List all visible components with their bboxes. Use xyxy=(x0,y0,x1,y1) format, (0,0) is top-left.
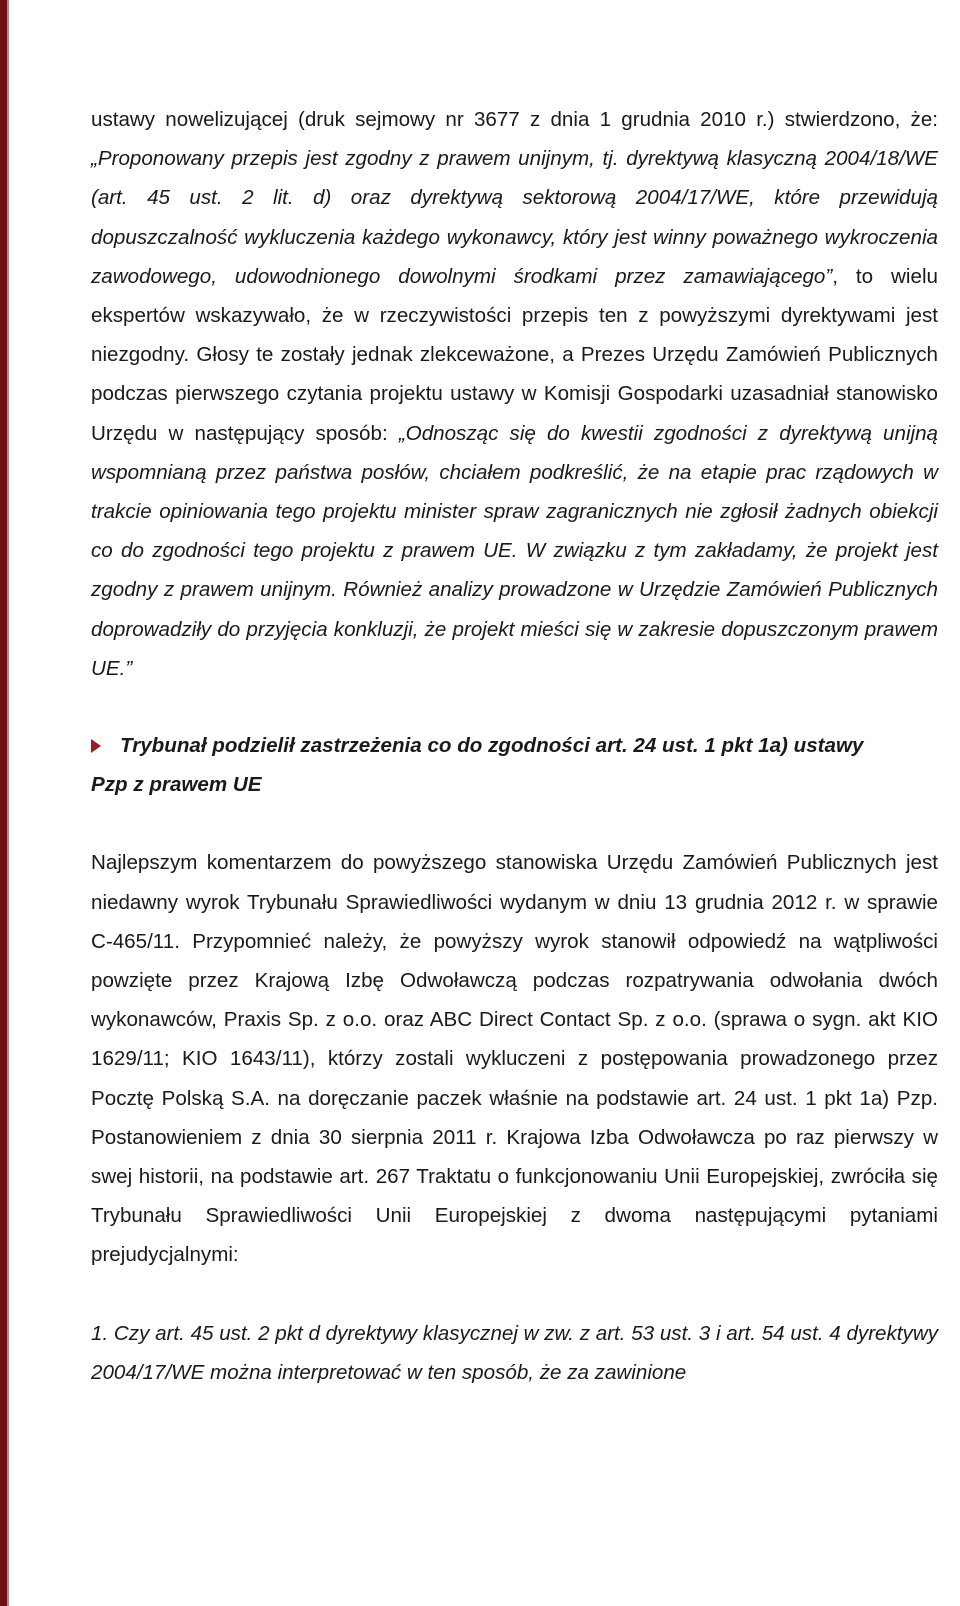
paragraph-komentarz: Najlepszym komentarzem do powyższego stanowiska Urzędu Zamówień Publicznych jest niedawny wyrok Trybunału Sprawiedliwości wydanym w dniu 13 grudnia 2012 r. w sprawie C-465/11. Przypomnieć należy, że powyższy wyrok stanowił odpowiedź na wątpliwości powzięte przez Krajową Izbę Odwoławczą podczas rozpatrywania odwołania dwóch wykonawców, Praxis Sp. z o.o. oraz ABC Direct Contact Sp. z o.o. (sprawa o sygn. akt KIO 1629/11; KIO 1643/11), którzy zostali wykluczeni z postępowania prowadzonego przez Pocztę Polską S.A. na doręczanie paczek właśnie na podstawie art. 24 ust. 1 pkt 1a) Pzp. Postanowieniem z dnia 30 sierpnia 2011 r. Krajowa Izba Odwoławcza po raz pierwszy w swej historii, na podstawie art. 267 Traktatu o funkcjonowaniu Unii Europejskiej, zwróciła się Trybunału Sprawiedliwości Unii Europejskiej z dwoma następującymi pytaniami prejudycjalnymi: xyxy=(91,851,938,1267)
text-run: ustawy nowelizującej (druk sejmowy nr 3677 z dnia 1 grudnia 2010 r.) stwierdzono, że: xyxy=(91,108,938,131)
document-page xyxy=(91,100,938,1392)
paragraph-pytanie-1 xyxy=(91,1314,938,1392)
arrow-right-icon xyxy=(91,739,101,753)
page-left-border xyxy=(0,0,9,1606)
heading-line-1 xyxy=(91,726,938,765)
question-text: 1. Czy art. 45 ust. 2 pkt d dyrektywy klasycznej w zw. z art. 53 ust. 3 i art. 54 ust. 4 dyrektywy 2004/17/WE można interpretować w ten sposób, że za zawinione xyxy=(91,1321,938,1384)
heading-text-1: Trybunał podzielił zastrzeżenia co do zgodności art. 24 ust. 1 pkt 1a) ustawy xyxy=(120,734,864,758)
paragraph-ustawa-stanowisko xyxy=(91,100,938,688)
section-heading xyxy=(91,726,938,804)
text-run: , to wielu ekspertów wskazywało, że w rzeczywistości przepis ten z powyższymi dyrektywami jest niezgodny. Głosy te zostały jednak zlekceważone, a Prezes Urzędu Zamówień Publicznych podczas pierwszego czytania projektu ustawy w Komisji Gospodarki uzasadniał stanowisko Urzędu w następujący sposób: xyxy=(91,264,938,445)
heading-text-2: Pzp z prawem UE xyxy=(91,773,262,797)
quote-run: „Odnosząc się do kwestii zgodności z dyrektywą unijną wspomnianą przez państwa posłów, chciałem podkreślić, że na etapie prac rządowych w trakcie opiniowania tego projektu minister spraw zagranicznych nie zgłosił żadnych obiekcji co do zgodności tego projektu z prawem UE. W związku z tym zakładamy, że projekt jest zgodny z prawem unijnym. Również analizy prowadzone w Urzędzie Zamówień Publicznych doprowadziły do przyjęcia konkluzji, że projekt mieści się w zakresie dopuszczonym prawem UE.” xyxy=(91,421,938,680)
quote-run: „Proponowany przepis jest zgodny z prawem unijnym, tj. dyrektywą klasyczną 2004/18/WE (art. 45 ust. 2 lit. d) oraz dyrektywą sektorową 2004/17/WE, które przewidują dopuszczalność wykluczenia każdego wykonawcy, który jest winny poważnego wykroczenia zawodowego, udowodnionego dowolnymi środkami przez zamawiającego” xyxy=(91,147,938,288)
